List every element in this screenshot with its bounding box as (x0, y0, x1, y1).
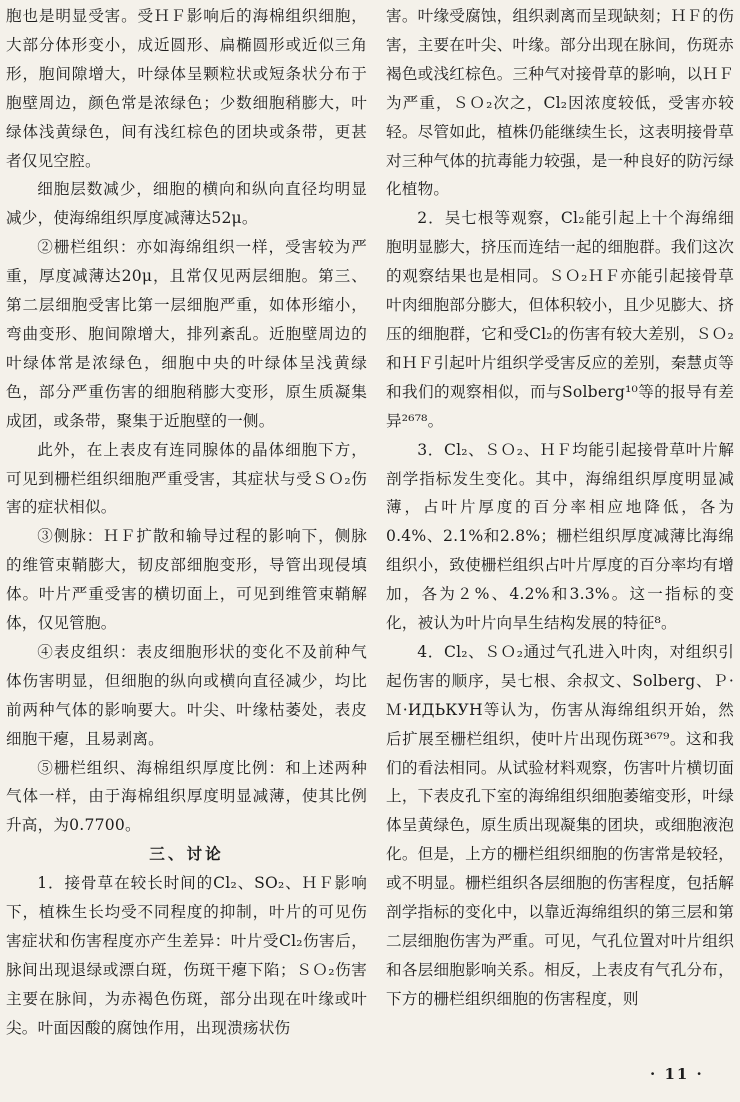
paragraph-palisade-tissue: ②栅栏组织：亦如海绵组织一样，受害较为严重，厚度减薄达20μ，且常仅见两层细胞。第三、第二层细胞受害比第一层细胞严重，如体形缩小，弯曲变形、胞间隙增大，排列紊乱。近胞壁周边的叶绿体常是浓绿色，细胞中央的叶绿体呈浅黄绿色，部分严重伤害的细胞稍膨大变形，原生质凝集成团，或条带，聚集于近胞壁的一侧。 (6, 238, 367, 430)
paragraph-thickness-ratio: ⑤栅栏组织、海棉组织厚度比例：和上述两种气体一样，由于海棉组织厚度明显减薄，使其比例升高，为0.7700。 (6, 758, 367, 835)
paragraph-discussion-2: 2．吴七根等观察，Cl₂能引起上十个海绵细胞明显膨大，挤压而连结一起的细胞群。我们这次的观察结果也是相同。ＳＯ₂ＨＦ亦能引起接骨草叶肉细胞部分膨大，但体积较小，且少见膨大、挤压的细胞群，它和受Cl₂的伤害有较大差别，ＳＯ₂和ＨＦ引起叶片组织学受害反应的差别，秦慧贞等和我们的观察相似，而与Solberg¹⁰等的报导有差异²⁶⁷⁸。 (386, 209, 734, 430)
paragraph-lateral-vein: ③侧脉：ＨＦ扩散和输导过程的影响下，侧脉的维管束鞘膨大，韧皮部细胞变形，导管出现侵填体。叶片严重受害的横切面上，可见到维管束鞘解体，仅见管胞。 (6, 527, 367, 633)
page-number: · 11 · (650, 1065, 704, 1083)
paragraph-discussion-1-cont: 害。叶缘受腐蚀，组织剥离而呈现缺刻；ＨＦ的伤害，主要在叶尖、叶缘。部分出现在脉间，伤斑赤褐色或浅红棕色。三种气对接骨草的影响，以ＨＦ为严重，ＳＯ₂次之，Cl₂因浓度较低，受害亦较轻。尽管如此，植株仍能继续生长，这表明接骨草对三种气体的抗毒能力较强，是一种良好的防污绿化植物。 (386, 7, 734, 199)
paragraph-upper-epidermis: 此外，在上表皮有连同腺体的晶体细胞下方，可见到栅栏组织细胞严重受害，其症状与受ＳＯ₂伤害的症状相似。 (6, 440, 367, 517)
left-column (6, 2, 367, 1043)
paragraph-cell-layers: 细胞层数减少，细胞的横向和纵向直径均明显减少，使海绵组织厚度减薄达52μ。 (6, 180, 367, 228)
paragraph-discussion-3: 3．Cl₂、ＳＯ₂、ＨＦ均能引起接骨草叶片解剖学指标发生变化。其中，海绵组织厚度明显减薄，占叶片厚度的百分率相应地降低，各为0.4%、2.1%和2.8%；栅栏组织厚度减薄比海绵组织小，致使栅栏组织占叶片厚度的百分率均有增加，各为２%、4.2%和3.3%。这一指标的变化，被认为叶片向旱生结构发展的特征⁸。 (386, 440, 734, 633)
paragraph-discussion-4: 4．Cl₂、ＳＯ₂通过气孔进入叶肉，对组织引起伤害的顺序，吴七根、余叔文、Solberg、Ｐ·Ｍ·ИДЬКУН等认为，伤害从海绵组织开始，然后扩展至栅栏组织，使叶片出现伤斑³⁶⁷⁹。这和我们的看法相同。从试验材料观察，伤害叶片横切面上，下表皮孔下室的海绵组织细胞萎缩变形，叶绿体呈黄绿色，原生质出现凝集的团块，或细胞液泡化。但是，上方的栅栏组织细胞的伤害常是较轻，或不明显。栅栏组织各层细胞的伤害程度，包括解剖学指标的变化中，以靠近海绵组织的第三层和第二层细胞伤害为严重。可见，气孔位置对叶片组织和各层细胞影响关系。相反，上表皮有气孔分布，下方的栅栏组织细胞的伤害程度，则 (386, 642, 734, 1008)
paragraph-hf-spongy-cells: 胞也是明显受害。受ＨＦ影响后的海棉组织细胞，大部分体形变小，成近圆形、扁椭圆形或近似三角形，胞间隙增大，叶绿体呈颗粒状或短条状分布于胞壁周边，颜色常是浓绿色；少数细胞稍膨大，叶绿体浅黄绿色，间有浅红棕色的团块或条带，更甚者仅见空腔。 (6, 7, 367, 170)
right-column (386, 2, 734, 1014)
paragraph-discussion-1: 1．接骨草在较长时间的Cl₂、SO₂、ＨＦ影响下，植株生长均受不同程度的抑制，叶片的可见伤害症状和伤害程度亦产生差异：叶片受Cl₂伤害后，脉间出现退绿或漂白斑，伤斑干瘪下陷；ＳＯ₂伤害主要在脉间，为赤褐色伤斑，部分出现在叶缘或叶尖。叶面因酸的腐蚀作用，出现溃疡状伤 (6, 874, 367, 1037)
column-gutter (374, 0, 375, 1050)
paragraph-epidermis: ④表皮组织：表皮细胞形状的变化不及前种气体伤害明显，但细胞的纵向或横向直径减少，均比前两种气体的影响要大。叶尖、叶缘枯萎处，表皮细胞干瘪，且易剥离。 (6, 642, 367, 748)
section-heading-discussion: 三、讨论 (149, 844, 224, 864)
